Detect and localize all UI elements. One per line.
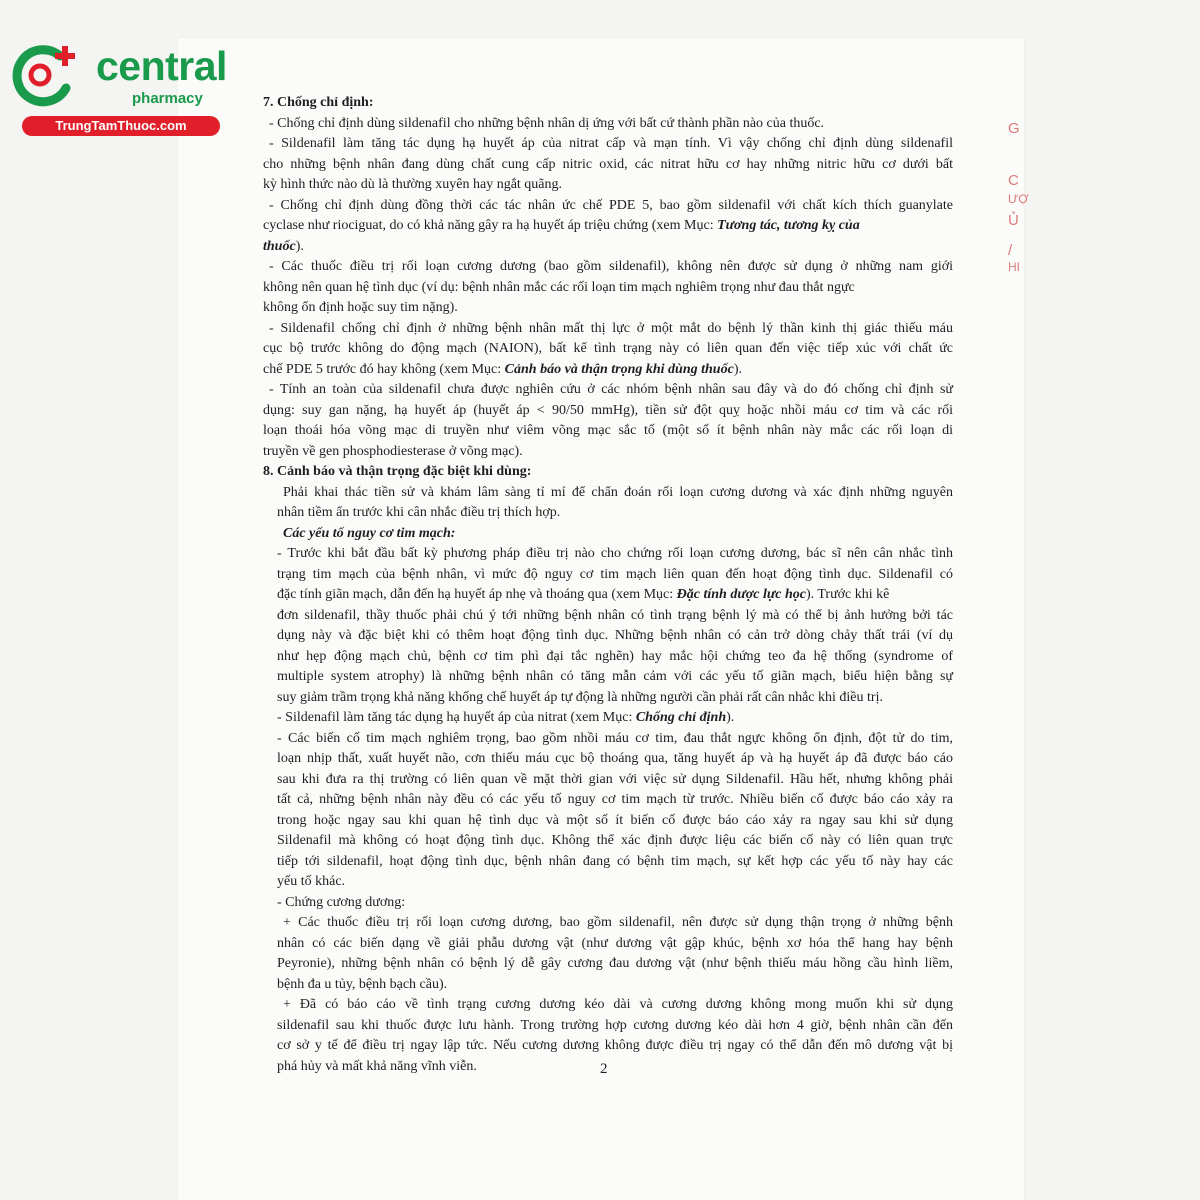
line-text: không nên quan hệ tình dục (ví dụ: bệnh nhân mắc các rối loạn tim mạch nghiêm trọng như đau thắt ngực xyxy=(263,279,855,295)
text-line xyxy=(263,872,953,893)
text-line xyxy=(263,442,953,463)
stamp-char: Ủ xyxy=(1008,212,1019,229)
text-line xyxy=(263,155,953,176)
text-line xyxy=(263,729,953,750)
line-text: như hẹp động mạch chủ, bệnh cơ tim phì đại tắc nghẽn) hay mắc hội chứng teo đa hệ thống (syndrome of xyxy=(277,648,953,664)
line-text: Sildenafil mà không có hoạt động tình dục. Không thể xác định được liệu các biến cố này có liên quan trực xyxy=(277,833,953,848)
logo-name: central xyxy=(96,43,227,89)
line-text: Phải khai thác tiền sử và khám lâm sàng tỉ mỉ để chẩn đoán rối loạn cương dương và xác định những nguyên xyxy=(283,484,953,500)
line-text: tiếp tới sildenafil, hoạt động tình dục, bệnh nhân đang có bệnh tim mạch, sự kết hợp các yếu tố này hay các xyxy=(277,853,953,869)
text-line xyxy=(263,1036,953,1057)
text-line xyxy=(263,216,953,237)
text-line xyxy=(263,524,953,545)
line-text: bệnh đa u tủy, bệnh bạch cầu). xyxy=(277,976,448,992)
line-text: đơn sildenafil, thầy thuốc phải chú ý tới những bệnh nhân có tình trạng bệnh lý mà có thể bị ảnh hưởng bởi tác xyxy=(277,607,953,623)
line-text: sildenafil sau khi thuốc được lưu hành. Trong trường hợp cương dương kéo dài hơn 4 giờ, bệnh nhân cần đến xyxy=(277,1017,953,1033)
line-text: Peyronie), những bệnh nhân có bệnh lý dễ gây cương đau dương vật (như bệnh thiếu máu hồng cầu hình liềm, xyxy=(277,956,953,971)
text-line xyxy=(263,483,953,504)
text-line xyxy=(263,954,953,975)
red-stamp-partial xyxy=(1002,120,1036,290)
line-text: + Đã có báo cáo về tình trạng cương dương kéo dài và cương dương không mong muốn khi sử dụng xyxy=(283,997,953,1012)
text-line xyxy=(263,770,953,791)
text-line xyxy=(263,257,953,278)
text-line xyxy=(263,626,953,647)
text-line xyxy=(263,790,953,811)
text-line xyxy=(263,319,953,340)
line-text-after: ). Trước khi kê xyxy=(805,587,890,602)
text-line xyxy=(263,503,953,524)
central-pharmacy-logo-icon xyxy=(10,42,80,108)
stamp-char: HI xyxy=(1008,260,1020,274)
line-text: không ổn định hoặc suy tim nặng). xyxy=(263,300,458,315)
text-line xyxy=(263,688,953,709)
text-line xyxy=(263,360,953,381)
text-line xyxy=(263,934,953,955)
text-line xyxy=(263,585,953,606)
line-text: tất cả, những bệnh nhân này đều có các yếu tố nguy cơ tim mạch từ trước. Nhiều biến cố được báo cáo xảy ra xyxy=(277,792,953,807)
text-line xyxy=(263,667,953,688)
text-line xyxy=(263,749,953,770)
text-line xyxy=(263,339,953,360)
line-text: multiple system atrophy) là những bệnh nhân có tăng mẫn cảm với các yếu tố giãn mạch, biểu hiện bằng sự xyxy=(277,669,953,684)
text-line xyxy=(263,298,953,319)
text-line xyxy=(263,134,953,155)
line-text: loạn thoái hóa võng mạc di truyền như viêm võng mạc sắc tố (một số ít bệnh nhân này mắc các rối loạn di xyxy=(263,423,953,438)
line-text: chế PDE 5 trước đó hay không (xem Mục: xyxy=(263,361,505,377)
line-text: - Trước khi bắt đầu bất kỳ phương pháp điều trị nào cho chứng rối loạn cương dương, bác sĩ nên cân nhắc tình xyxy=(277,546,953,561)
logo-url-badge: TrungTamThuoc.com xyxy=(22,116,220,136)
text-line xyxy=(263,196,953,217)
text-line xyxy=(263,708,953,729)
line-text: phá hủy và mất khả năng vĩnh viễn. xyxy=(277,1058,477,1074)
line-text: loạn nhịp thất, xuất huyết não, cơn thiếu máu cục bộ thoáng qua, tăng huyết áp và hạ huyết áp đã được báo cáo xyxy=(277,751,953,766)
line-text: nhân có các biến dạng về giải phẫu dương vật (như dương vật gập khúc, bệnh xơ hóa thể hang hay bệnh xyxy=(277,935,953,951)
text-line xyxy=(263,93,953,114)
text-line xyxy=(263,995,953,1016)
line-text: truyền về gen phosphodiesterase ở võng mạc). xyxy=(263,443,523,459)
line-text: nhân tiềm ẩn trước khi cân nhắc điều trị thích hợp. xyxy=(277,505,561,520)
line-text: 8. Cảnh báo và thận trọng đặc biệt khi dùng: xyxy=(263,464,532,479)
text-line xyxy=(263,278,953,299)
line-text: - Sildenafil làm tăng tác dụng hạ huyết áp của nitrat (xem Mục: xyxy=(277,710,636,725)
line-text: trạng tim mạch của bệnh nhân, vì mức độ nguy cơ tim mạch liên quan đến hoạt động tình dục. Sildenafil có xyxy=(277,566,953,582)
line-text: đặc tính giãn mạch, dẫn đến hạ huyết áp nhẹ và thoáng qua (xem Mục: xyxy=(277,587,677,602)
text-line xyxy=(263,544,953,565)
line-text: - Các biến cố tim mạch nghiêm trọng, bao gồm nhồi máu cơ tim, đau thắt ngực không ổn định, đột tử do tim, xyxy=(277,730,953,746)
line-text: - Sildenafil chống chỉ định ở những bệnh nhân mất thị lực ở một mắt do bệnh lý thần kinh thị giác thiếu máu xyxy=(269,320,953,336)
stamp-char: / xyxy=(1008,242,1013,259)
line-text-after: ). xyxy=(726,710,735,725)
line-text: dụng này và đặc biệt khi có thêm hoạt động tình dục. Những bệnh nhân có cản trở dòng chảy thất trái (ví dụ xyxy=(277,628,953,643)
line-text: sau khi đưa ra thị trường có liên quan về mặt thời gian với việc sử dụng Sildenafil. Hầu hết, nhưng không phải xyxy=(277,771,953,787)
page-number: 2 xyxy=(600,1061,608,1077)
text-line xyxy=(263,565,953,586)
text-line xyxy=(263,380,953,401)
text-line xyxy=(263,606,953,627)
line-text: - Sildenafil làm tăng tác dụng hạ huyết áp của nitrat cấp và mạn tính. Vì vậy chống chỉ định dùng sildenafil xyxy=(269,136,953,151)
stamp-char: ƯỢ xyxy=(1008,192,1029,206)
logo-subtitle: pharmacy xyxy=(132,90,203,107)
text-line xyxy=(263,647,953,668)
emphasis-text: Chống chỉ định xyxy=(635,710,727,725)
emphasis-text: Đặc tính dược lực học xyxy=(676,587,806,602)
line-text: - Chống chỉ định dùng đồng thời các tác nhân ức chế PDE 5, bao gồm sildenafil với chất kích thích guanylate xyxy=(269,197,953,213)
line-text: cục bộ trước không do động mạch (NAION), bất kể tình trạng này có liên quan đến việc tiếp xúc với chất ức xyxy=(263,341,953,356)
line-text: - Chứng cương dương: xyxy=(277,894,406,910)
line-text-after: ). xyxy=(295,238,304,254)
line-text: - Chống chỉ định dùng sildenafil cho những bệnh nhân dị ứng với bất cứ thành phần nào của thuốc. xyxy=(269,115,825,131)
line-text: kỳ hình thức nào dù là thường xuyên hay ngắt quãng. xyxy=(263,177,563,192)
line-text: suy giảm trầm trọng khả năng khống chế huyết áp tự động là những người cần phải rất cân nhắc khi điều trị. xyxy=(277,689,883,705)
text-line xyxy=(263,975,953,996)
line-text: dụng: suy gan nặng, hạ huyết áp (huyết áp < 90/50 mmHg), tiền sử đột quỵ hoặc nhồi máu cơ tim và các rối xyxy=(263,402,953,418)
line-text: cyclase như riociguat, do có khả năng gây ra hạ huyết áp triệu chứng (xem Mục: xyxy=(263,218,718,233)
line-text: cho những bệnh nhân đang dùng chất cung cấp nitric oxid, các nitrat hữu cơ hay những nitric hữu cơ dưới bất xyxy=(263,156,953,172)
text-line xyxy=(263,401,953,422)
line-text: - Tính an toàn của sildenafil chưa được nghiên cứu ở các nhóm bệnh nhân sau đây và do đó chống chỉ định sử xyxy=(269,382,953,397)
line-text: trong hoặc ngay sau khi quan hệ tình dục và một số ít biến cố được báo cáo xảy ra ngay sau khi sử dụng xyxy=(277,812,953,828)
text-line xyxy=(263,114,953,135)
text-line xyxy=(263,175,953,196)
text-line xyxy=(263,421,953,442)
stamp-char: G xyxy=(1008,120,1020,137)
emphasis-text: Cảnh báo và thận trọng khi dùng thuốc xyxy=(504,361,734,377)
line-text: cơ sở y tế để điều trị ngay lập tức. Nếu cương dương không được điều trị ngay có thể dẫn đến mô dương vật bị xyxy=(277,1038,953,1053)
line-text: + Các thuốc điều trị rối loạn cương dương, bao gồm sildenafil, nên được sử dụng thận trọng ở những bệnh xyxy=(283,915,953,930)
text-line xyxy=(263,893,953,914)
emphasis-text: thuốc xyxy=(263,238,296,254)
line-text: - Các thuốc điều trị rối loạn cương dương (bao gồm sildenafil), không nên được sử dụng ở những nam giới xyxy=(269,259,953,274)
text-line xyxy=(263,237,953,258)
text-line xyxy=(263,852,953,873)
emphasis-text: Tương tác, tương kỵ của xyxy=(717,218,860,233)
text-line xyxy=(263,913,953,934)
text-line xyxy=(263,1057,953,1078)
text-line xyxy=(263,1016,953,1037)
text-line xyxy=(263,462,953,483)
line-text: Các yếu tố nguy cơ tim mạch: xyxy=(283,525,456,541)
document-body xyxy=(263,93,953,1077)
stamp-char: C xyxy=(1008,172,1019,189)
text-line xyxy=(263,831,953,852)
line-text: 7. Chống chỉ định: xyxy=(263,95,374,110)
line-text-after: ). xyxy=(733,361,742,377)
text-line xyxy=(263,811,953,832)
line-text: yếu tố khác. xyxy=(277,874,346,889)
brand-logo[interactable] xyxy=(10,38,227,138)
